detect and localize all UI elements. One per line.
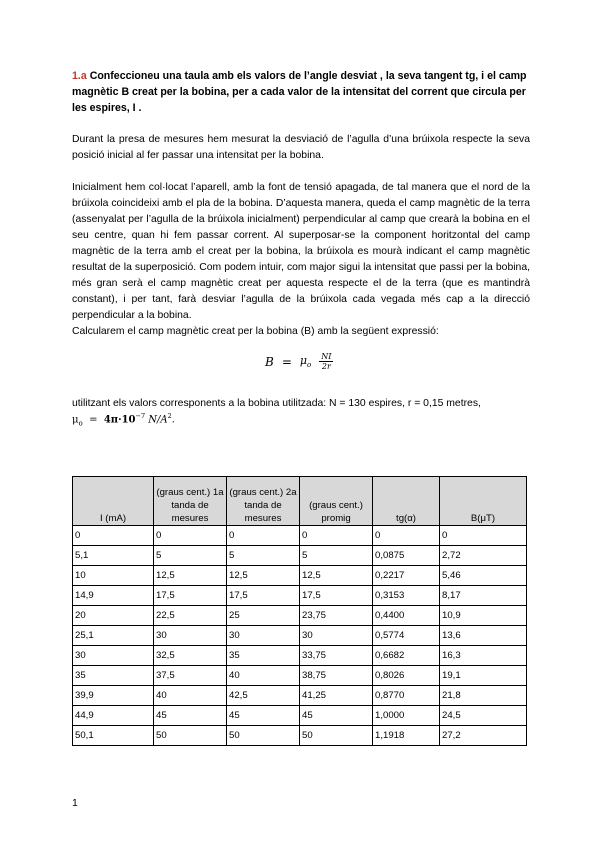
table-cell: 38,75 bbox=[300, 666, 373, 686]
table-cell: 44,9 bbox=[73, 706, 154, 726]
table-row bbox=[73, 706, 527, 726]
table-row bbox=[73, 606, 527, 626]
table-cell: 2,72 bbox=[440, 546, 527, 566]
table-cell: 16,3 bbox=[440, 646, 527, 666]
table-cell: 37,5 bbox=[154, 666, 227, 686]
table-cell: 10,9 bbox=[440, 606, 527, 626]
table-cell: 33,75 bbox=[300, 646, 373, 666]
table-cell: 5 bbox=[227, 546, 300, 566]
header-second-set: (graus cent.) 2a tanda de mesures bbox=[227, 477, 300, 526]
table-cell: 0,5774 bbox=[373, 626, 440, 646]
table-cell: 8,17 bbox=[440, 586, 527, 606]
table-cell: 30 bbox=[227, 626, 300, 646]
table-cell: 0 bbox=[373, 526, 440, 546]
paragraph-coil-values: utilitzant els valors corresponents a la bobina utilitzada: N = 130 espires, r = 0,15 metres, bbox=[72, 398, 481, 409]
section-title: Confeccioneu una taula amb els valors de l’angle desviat , la seva tangent tg, i el camp magnètic B creat per la bobina, per a cada valor de la intensitat del corrent que circula per les espires, I . bbox=[72, 70, 527, 114]
table-cell: 10 bbox=[73, 566, 154, 586]
table-cell: 40 bbox=[154, 686, 227, 706]
table-cell: 45 bbox=[154, 706, 227, 726]
page-number: 1 bbox=[72, 797, 78, 809]
table-cell: 5,46 bbox=[440, 566, 527, 586]
formula-denominator: 2r bbox=[321, 362, 331, 371]
table-row bbox=[73, 526, 527, 546]
table-cell: 12,5 bbox=[300, 566, 373, 586]
table-cell: 5 bbox=[154, 546, 227, 566]
header-field: B(μT) bbox=[440, 477, 527, 526]
table-cell: 12,5 bbox=[227, 566, 300, 586]
table-cell: 0,6682 bbox=[373, 646, 440, 666]
table-row bbox=[73, 726, 527, 746]
measurements-table bbox=[72, 476, 527, 746]
table-cell: 50 bbox=[300, 726, 373, 746]
table-cell: 20 bbox=[73, 606, 154, 626]
table-cell: 50 bbox=[154, 726, 227, 746]
table-cell: 30 bbox=[300, 626, 373, 646]
table-cell: 41,25 bbox=[300, 686, 373, 706]
table-cell: 5,1 bbox=[73, 546, 154, 566]
paragraph-formula-intro: Calcularem el camp magnètic creat per la bobina (B) amb la següent expressió: bbox=[72, 326, 439, 337]
table-cell: 0,0875 bbox=[373, 546, 440, 566]
table-row bbox=[73, 586, 527, 606]
table-row bbox=[73, 686, 527, 706]
header-tangent: tg(α) bbox=[373, 477, 440, 526]
formula-lhs: B bbox=[265, 354, 274, 369]
table-cell: 14,9 bbox=[73, 586, 154, 606]
table-cell: 1,0000 bbox=[373, 706, 440, 726]
section-heading bbox=[72, 68, 532, 116]
formula-equals: = bbox=[281, 354, 292, 369]
header-average: (graus cent.) promig bbox=[300, 477, 373, 526]
section-number: 1.a bbox=[72, 70, 87, 82]
table-cell: 0 bbox=[154, 526, 227, 546]
table-cell: 40 bbox=[227, 666, 300, 686]
magnetic-field-formula bbox=[265, 352, 333, 371]
table-cell: 35 bbox=[227, 646, 300, 666]
table-cell: 0,2217 bbox=[373, 566, 440, 586]
table-header-row bbox=[73, 477, 527, 526]
table-cell: 22,5 bbox=[154, 606, 227, 626]
table-cell: 0 bbox=[227, 526, 300, 546]
table-cell: 17,5 bbox=[154, 586, 227, 606]
table-row bbox=[73, 626, 527, 646]
table-cell: 50,1 bbox=[73, 726, 154, 746]
header-intensity: I (mA) bbox=[73, 477, 154, 526]
table-cell: 42,5 bbox=[227, 686, 300, 706]
table-row bbox=[73, 646, 527, 666]
table-cell: 13,6 bbox=[440, 626, 527, 646]
table-row bbox=[73, 546, 527, 566]
table-cell: 0,3153 bbox=[373, 586, 440, 606]
formula-numerator: NI bbox=[321, 352, 332, 361]
mu0-value: $\mu_o = 4\pi\cdot 10^{-7}$ $N/A^2$. bbox=[72, 412, 175, 428]
table-cell: 45 bbox=[300, 706, 373, 726]
table-cell: 30 bbox=[154, 626, 227, 646]
table-cell: 19,1 bbox=[440, 666, 527, 686]
table-cell: 0 bbox=[300, 526, 373, 546]
table-cell: 5 bbox=[300, 546, 373, 566]
formula-mu0: $\mu_o$ bbox=[299, 353, 312, 370]
paragraph-setup: Inicialment hem col·locat l’aparell, amb la font de tensió apagada, de tal manera que el nord de la brúixola coincideixi amb el pla de la bobina. D’aquesta manera, queda el camp magnètic de la terra (assenyalat per l’agulla de la brúixola inicialment) perpendicular al camp que crearà la bobina en el seu centre, quan hi fem passar corrent. Al superposar-se la component horitzontal del camp magnètic de la terra amb el creat per la bobina, la brúixola es mourà indicant el camp magnètic resultat de la superposició. Com podem intuir, com major sigui la intensitat que passi per la bobina, més gran serà el camp magnètic creat per aquesta respecte el de la terra (que es mantindrà constant), i per tant, farà desviar l’agulla de la brúixola cada vegada més cap a la direcció perpendicular a la bobina. bbox=[72, 182, 530, 321]
table-cell: 0,4400 bbox=[373, 606, 440, 626]
table-cell: 12,5 bbox=[154, 566, 227, 586]
table-cell: 21,8 bbox=[440, 686, 527, 706]
formula-fraction bbox=[319, 352, 333, 371]
table-cell: 1,1918 bbox=[373, 726, 440, 746]
table-cell: 32,5 bbox=[154, 646, 227, 666]
table-cell: 24,5 bbox=[440, 706, 527, 726]
table-row bbox=[73, 666, 527, 686]
table-cell: 45 bbox=[227, 706, 300, 726]
table-cell: 35 bbox=[73, 666, 154, 686]
table-cell: 17,5 bbox=[227, 586, 300, 606]
table-cell: 27,2 bbox=[440, 726, 527, 746]
table-cell: 30 bbox=[73, 646, 154, 666]
table-cell: 0 bbox=[440, 526, 527, 546]
table-cell: 17,5 bbox=[300, 586, 373, 606]
header-first-set: (graus cent.) 1a tanda de mesures bbox=[154, 477, 227, 526]
table-cell: 0 bbox=[73, 526, 154, 546]
table-cell: 23,75 bbox=[300, 606, 373, 626]
table-cell: 50 bbox=[227, 726, 300, 746]
table-cell: 0,8770 bbox=[373, 686, 440, 706]
table-row bbox=[73, 566, 527, 586]
table-cell: 25,1 bbox=[73, 626, 154, 646]
table-cell: 25 bbox=[227, 606, 300, 626]
table-cell: 0,8026 bbox=[373, 666, 440, 686]
paragraph-measurement: Durant la presa de mesures hem mesurat la desviació de l’agulla d’una brúixola respecte la seva posició inicial al fer passar una intensitat per la bobina. bbox=[72, 134, 530, 161]
table-cell: 39,9 bbox=[73, 686, 154, 706]
